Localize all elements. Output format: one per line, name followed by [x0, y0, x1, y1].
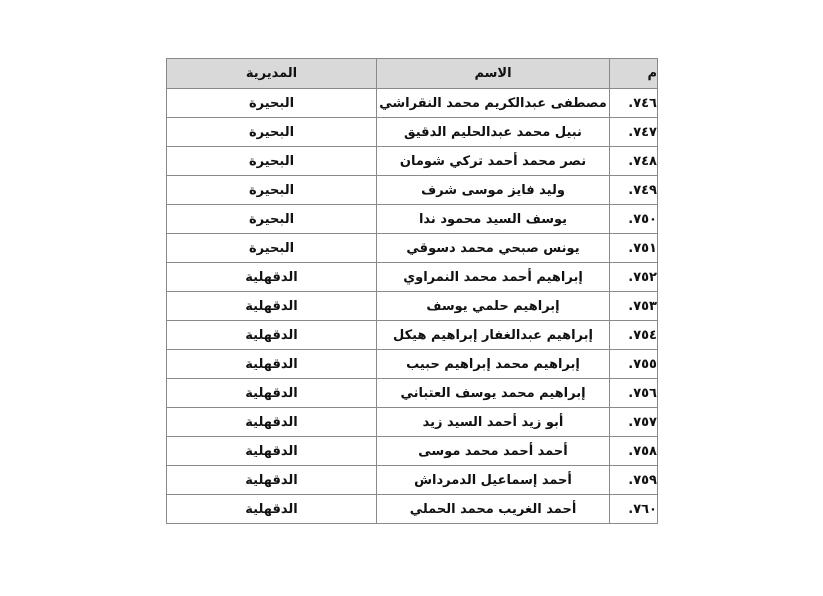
row-directorate: البحيرة: [167, 205, 377, 234]
row-number: ٧٥٤.: [610, 321, 658, 350]
row-name: يونس صبحي محمد دسوقي: [377, 234, 610, 263]
table-row: [167, 408, 658, 437]
row-directorate: الدقهلية: [167, 263, 377, 292]
row-name: إبراهيم محمد إبراهيم حبيب: [377, 350, 610, 379]
row-directorate: الدقهلية: [167, 437, 377, 466]
row-number: ٧٥٢.: [610, 263, 658, 292]
row-number: ٧٥٥.: [610, 350, 658, 379]
row-name: مصطفى عبدالكريم محمد النقراشي: [377, 89, 610, 118]
row-number: ٧٤٩.: [610, 176, 658, 205]
row-name: إبراهيم حلمي يوسف: [377, 292, 610, 321]
row-directorate: الدقهلية: [167, 495, 377, 524]
row-directorate: الدقهلية: [167, 408, 377, 437]
table-row: [167, 495, 658, 524]
row-directorate: البحيرة: [167, 176, 377, 205]
row-number: ٧٥٣.: [610, 292, 658, 321]
header-row: [167, 59, 658, 89]
table-row: [167, 466, 658, 495]
table-row: [167, 379, 658, 408]
header-number: م: [610, 59, 658, 89]
row-name: إبراهيم محمد يوسف العتباني: [377, 379, 610, 408]
row-name: إبراهيم عبدالغفار إبراهيم هيكل: [377, 321, 610, 350]
table-row: [167, 263, 658, 292]
row-number: ٧٤٨.: [610, 147, 658, 176]
row-directorate: الدقهلية: [167, 466, 377, 495]
table-row: [167, 89, 658, 118]
row-name: يوسف السيد محمود ندا: [377, 205, 610, 234]
table-row: [167, 437, 658, 466]
table-body: [167, 89, 658, 524]
row-number: ٧٥٠.: [610, 205, 658, 234]
row-number: ٧٤٧.: [610, 118, 658, 147]
table-row: [167, 321, 658, 350]
row-number: ٧٥١.: [610, 234, 658, 263]
header-name: الاسم: [377, 59, 610, 89]
table-row: [167, 205, 658, 234]
row-directorate: البحيرة: [167, 147, 377, 176]
row-name: نبيل محمد عبدالحليم الدقيق: [377, 118, 610, 147]
row-directorate: البحيرة: [167, 89, 377, 118]
table-row: [167, 147, 658, 176]
row-number: ٧٥٦.: [610, 379, 658, 408]
row-name: إبراهيم أحمد محمد النمراوي: [377, 263, 610, 292]
row-directorate: الدقهلية: [167, 321, 377, 350]
table-row: [167, 234, 658, 263]
header-directorate: المديرية: [167, 59, 377, 89]
row-number: ٧٥٨.: [610, 437, 658, 466]
row-name: وليد فايز موسى شرف: [377, 176, 610, 205]
row-directorate: الدقهلية: [167, 292, 377, 321]
row-number: ٧٦٠.: [610, 495, 658, 524]
row-number: ٧٤٦.: [610, 89, 658, 118]
row-directorate: الدقهلية: [167, 350, 377, 379]
row-name: أحمد إسماعيل الدمرداش: [377, 466, 610, 495]
row-name: أبو زيد أحمد السيد زيد: [377, 408, 610, 437]
table-row: [167, 350, 658, 379]
table-row: [167, 292, 658, 321]
table-row: [167, 176, 658, 205]
table-row: [167, 118, 658, 147]
row-number: ٧٥٧.: [610, 408, 658, 437]
row-number: ٧٥٩.: [610, 466, 658, 495]
row-directorate: البحيرة: [167, 118, 377, 147]
names-table: [166, 58, 658, 524]
row-directorate: الدقهلية: [167, 379, 377, 408]
row-name: نصر محمد أحمد تركي شومان: [377, 147, 610, 176]
row-name: أحمد الغريب محمد الحملي: [377, 495, 610, 524]
row-name: أحمد أحمد محمد موسى: [377, 437, 610, 466]
row-directorate: البحيرة: [167, 234, 377, 263]
table-header: [167, 59, 658, 89]
